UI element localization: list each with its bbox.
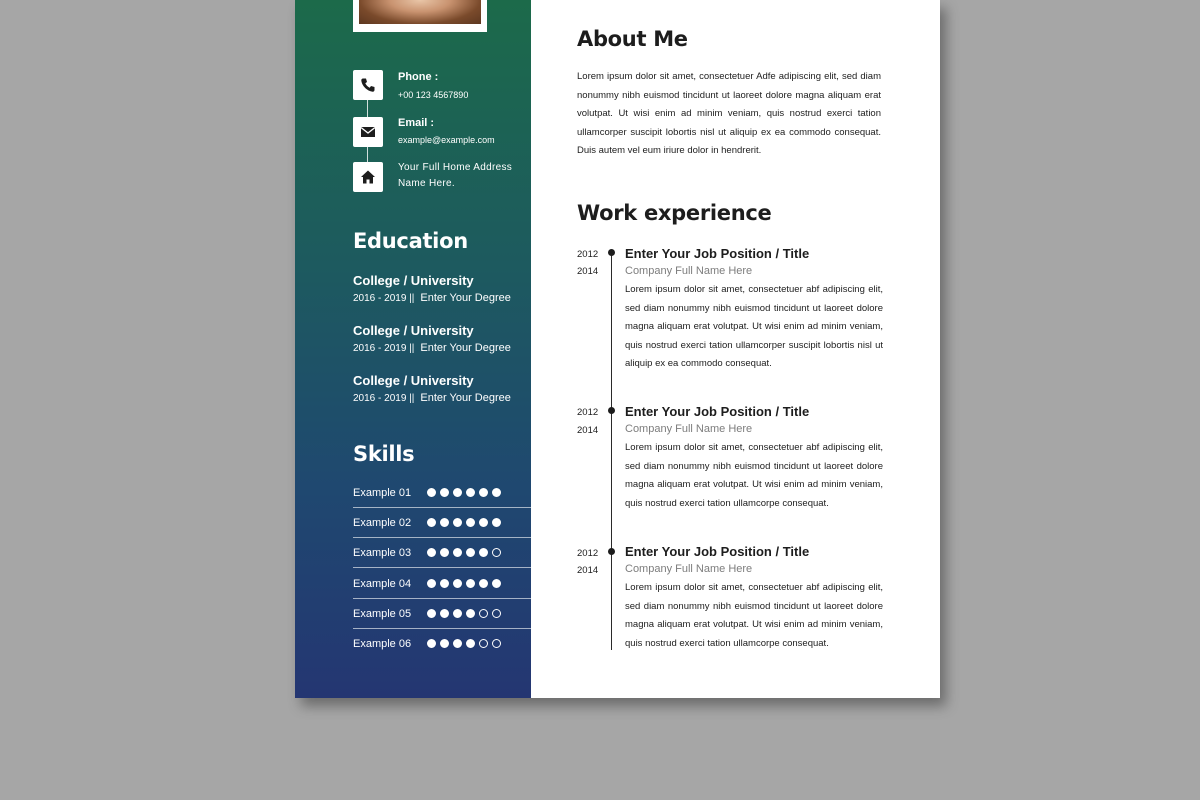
education-title: College / University [353, 273, 474, 288]
job-end-year: 2014 [577, 266, 599, 277]
skill-row [353, 517, 531, 547]
skill-dot-filled [479, 488, 488, 497]
skill-dot-filled [427, 488, 436, 497]
skill-divider [353, 537, 531, 538]
timeline-dot [608, 548, 615, 555]
skill-name: Example 02 [353, 517, 412, 529]
job-title: Enter Your Job Position / Title [625, 246, 810, 261]
phone-icon [353, 70, 383, 100]
skill-name: Example 04 [353, 578, 412, 590]
skill-dot-filled [453, 488, 462, 497]
job-description: Lorem ipsum dolor sit amet, consectetuer abf adipiscing elit, sed diam nonummy nibh euismod tincidunt ut laoreet dolore magna aliquam erat volutpat. Ut wisi enim ad minim veniam, quis nostrud exerci tation ullamcorper suscipit lobortis nisl ut aliquip ex ea commodo consequat. [625, 284, 883, 369]
envelope-icon [353, 117, 383, 147]
job-end-year: 2014 [577, 425, 599, 436]
skill-dot-filled [466, 548, 475, 557]
skill-dot-filled [453, 518, 462, 527]
skill-dot-filled [479, 579, 488, 588]
skill-dot-empty [479, 609, 488, 618]
job-company: Company Full Name Here [625, 563, 753, 575]
skill-dot-filled [427, 579, 436, 588]
skill-dot-filled [427, 548, 436, 557]
job-start-year: 2012 [577, 407, 599, 418]
work-timeline-line [611, 254, 612, 650]
education-years: 2016 - 2019 || [353, 293, 415, 304]
work-heading: Work experience [577, 201, 772, 225]
skill-dot-filled [440, 579, 449, 588]
skill-dot-filled [466, 639, 475, 648]
skill-dot-filled [453, 609, 462, 618]
skill-dot-filled [453, 579, 462, 588]
job-description: Lorem ipsum dolor sit amet, consectetuer abf adipiscing elit, sed diam nonummy nibh euismod tincidunt ut laoreet dolore magna aliquam erat volutpat. Ut wisi enim ad minim veniam, quis nostrud exerci tation ullamcorpe consequat. [625, 442, 883, 509]
education-degree: Enter Your Degree [420, 392, 511, 404]
education-title: College / University [353, 323, 474, 338]
skill-name: Example 01 [353, 487, 412, 499]
education-heading: Education [353, 229, 468, 253]
skill-dot-filled [453, 639, 462, 648]
job-company: Company Full Name Here [625, 265, 753, 277]
skill-dot-filled [466, 488, 475, 497]
skill-dot-filled [427, 639, 436, 648]
skill-dot-empty [492, 639, 501, 648]
education-degree: Enter Your Degree [420, 342, 511, 354]
job-company: Company Full Name Here [625, 423, 753, 435]
email-value: example@example.com [398, 135, 495, 145]
resume-sidebar [295, 0, 531, 698]
profile-photo [353, 0, 487, 32]
timeline-dot [608, 407, 615, 414]
skill-dot-filled [440, 488, 449, 497]
skills-heading: Skills [353, 442, 415, 466]
skill-dot-filled [453, 548, 462, 557]
skill-rating [427, 518, 501, 527]
skill-row [353, 638, 531, 668]
address-line-1: Your Full Home Address [398, 162, 513, 173]
education-subline [353, 392, 511, 404]
phone-value: +00 123 4567890 [398, 90, 469, 100]
education-years: 2016 - 2019 || [353, 393, 415, 404]
skill-rating [427, 639, 501, 648]
skill-dot-filled [479, 518, 488, 527]
skill-rating [427, 579, 501, 588]
resume-sheet [295, 0, 940, 698]
job-end-year: 2014 [577, 565, 599, 576]
job-start-year: 2012 [577, 548, 599, 559]
skill-divider [353, 567, 531, 568]
skill-dot-filled [492, 488, 501, 497]
skill-rating [427, 548, 501, 557]
skill-rating [427, 488, 501, 497]
education-title: College / University [353, 373, 474, 388]
skill-row [353, 578, 531, 608]
skill-divider [353, 628, 531, 629]
skill-dot-filled [440, 639, 449, 648]
home-icon [353, 162, 383, 192]
skill-row [353, 608, 531, 638]
job-title: Enter Your Job Position / Title [625, 544, 810, 559]
skill-dot-filled [492, 518, 501, 527]
skill-dot-filled [440, 518, 449, 527]
job-start-year: 2012 [577, 249, 599, 260]
skill-row [353, 547, 531, 577]
education-subline [353, 292, 511, 304]
skill-dot-filled [466, 579, 475, 588]
address-line-2: Name Here. [398, 178, 455, 189]
job-description: Lorem ipsum dolor sit amet, consectetuer abf adipiscing elit, sed diam nonummy nibh euismod tincidunt ut laoreet dolore magna aliquam erat volutpat. Ut wisi enim ad minim veniam, quis nostrud exerci tation ullamcorpe consequat. [625, 582, 883, 649]
skill-divider [353, 598, 531, 599]
skill-dot-filled [466, 609, 475, 618]
skill-dot-filled [427, 518, 436, 527]
phone-label: Phone : [398, 71, 439, 83]
skill-dot-empty [492, 548, 501, 557]
email-label: Email : [398, 117, 435, 129]
job-title: Enter Your Job Position / Title [625, 404, 810, 419]
profile-photo-image [359, 0, 481, 24]
education-years: 2016 - 2019 || [353, 343, 415, 354]
about-heading: About Me [577, 27, 688, 51]
skill-dot-filled [492, 579, 501, 588]
skill-dot-empty [479, 639, 488, 648]
timeline-dot [608, 249, 615, 256]
skill-name: Example 03 [353, 547, 412, 559]
skill-dot-filled [440, 609, 449, 618]
address-block [398, 160, 523, 192]
skill-dot-filled [440, 548, 449, 557]
skill-rating [427, 609, 501, 618]
skill-divider [353, 507, 531, 508]
education-subline [353, 342, 511, 354]
skill-dot-filled [427, 609, 436, 618]
skill-dot-filled [466, 518, 475, 527]
skill-dot-filled [479, 548, 488, 557]
education-degree: Enter Your Degree [420, 292, 511, 304]
skill-dot-empty [492, 609, 501, 618]
skill-name: Example 06 [353, 638, 412, 650]
skill-row [353, 487, 531, 517]
skill-name: Example 05 [353, 608, 412, 620]
about-text: Lorem ipsum dolor sit amet, consectetuer Adfe adipiscing elit, sed diam nonummy nibh euismod tincidunt ut laoreet dolore magna aliquam erat volutpat. Ut wisi enim ad minim veniam, quis nostrud exerci tation ullamcorper suscipit lobortis nisl ut aliquip ex ea commodo consequat. Duis autem vel eum iriure dolor in hendrerit. [577, 71, 881, 156]
